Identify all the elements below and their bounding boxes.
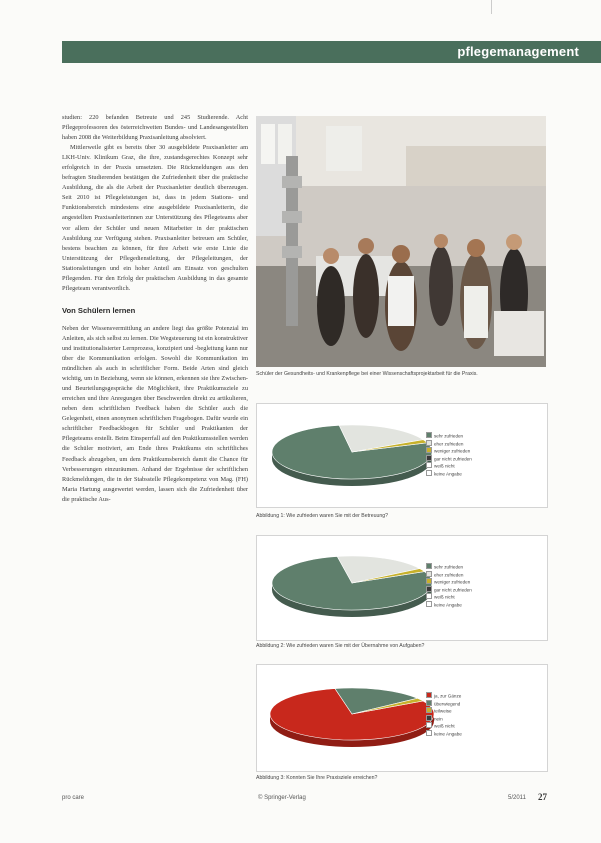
figure-3-legend [426,692,546,738]
photo-caption: Schüler der Gesundheits- und Krankenpflege bei einer Wissenschaftsprojektarbeit für die Praxis. [256,371,478,377]
legend-label: nein [434,716,443,722]
legend-swatch [426,601,432,607]
legend-label: weiß nicht [434,594,455,600]
legend-label: weiß nicht [434,463,455,469]
legend-entry [426,586,546,594]
legend-entry [426,470,546,478]
legend-swatch [426,715,432,721]
legend-entry [426,462,546,470]
legend-swatch [426,563,432,569]
legend-entry [426,593,546,601]
figure-1-legend [426,432,546,478]
legend-label: weniger zufrieden [434,579,471,585]
legend-label: teilweise [434,708,452,714]
legend-entry [426,730,546,738]
footer-issue: 5/2011 [508,795,526,801]
legend-label: weiß nicht [434,723,455,729]
article-paragraph: Mittlerweile gibt es bereits über 30 ausgebildete Praxisanleiter am LKH-Univ. Klinikum Graz, die ihre, zustandsgerechtes Konzept sehr erfolgreich in der Praxis umsetzten. Die Rückmeldungen aus den befragten Studierenden bestätigen die Zufriedenheit über die praktische Ausbildung, die als die Arbeit der Praxisanleiter deutlich überzeugen. Seit 2010 ist Pflegeleistungen ist, dass in jedem Stations- und Funktionsbereich mindestens eine ausgebildete Praxisanleiterin, die angestellten Praxisanleiterinnen zur Unterstützung des Pflegeteams aber vor allem der Schüler und neuen Mitarbeiter in der praktischen Ausbildung zur Verfügung stehen. Praxisanleiter betreuen am Schüler, bestens beachten zu können, für ihre Arbeit wie erste Linie die Unterstützung der Pflegedienstleitung, der Pflegeleitungen, der Stationsleitungen und ein hoher Anteil am Einsatz von geschulten Pflegenden. Für den Erfolg der praktischen Ausbildung in das gesamte Pflegeteam verantwortlich. [62,144,248,292]
classroom-photo-illustration [256,116,546,367]
classroom-photo [256,116,546,367]
legend-entry [426,700,546,708]
article-paragraph: Neben der Wissensvermittlung an andere liegt das größte Potenzial im Anleiten, als sich selbst zu lernen. Die Wegsteuerung ist ein konstruktiver und institutionalisierter Lernprozess, konzipiert und -begleitung kann nur über die Kommunikation erfolgen. Sowohl die Kommunikation im mündlichen als auch in schriftlicher Form. Beide Arten sind gleich wichtig, um in Beziehung, wenn sie können, erkennen sie ihre Zwischen- und Beurteilungsgespräche die Möglichkeit, ihre Praktikumsziele zu erreichen und ihre Anregungen über Beschwerden direkt zu artikulieren, neben dem schriftlichen Feedback haben die Schüler auch die Gelegenheit, einen anonymen schriftlichen Fragebogen. Dafür wurde ein schriftlicher Feedbackbogen für Schüler und Praktikanten der Pflegeteams erstellt. Beim Einsperrfall auf den Praktikumsstellen werden die Schüler motiviert, am Ende ihres Praktikums ein schriftliches Feedback abzugeben, um dem Praktikumsbereich damit die Chance für Verbesserungen einzuräumen. Anhand der Ergebnisse der schriftlichen Rückmeldungen, die in der Stabsstelle Pflegekompetenz von Mag. (FH) Maria Hartung ausgewertet werden, lassen sich die Zufriedenheit über die praktische Aus- [62,324,248,503]
legend-entry [426,692,546,700]
legend-swatch [426,447,432,453]
legend-label: gar nicht zufrieden [434,587,472,593]
section-title: pflegemanagement [457,44,579,59]
figure-1-caption: Abbildung 1: Wie zufrieden waren Sie mit der Betreuung? [256,513,389,519]
legend-label: gar nicht zufrieden [434,456,472,462]
legend-label: keine Angabe [434,471,462,477]
legend-swatch [426,730,432,736]
legend-swatch [426,470,432,476]
legend-swatch [426,593,432,599]
footer-publisher: © Springer-Verlag [258,795,306,801]
legend-entry [426,440,546,448]
crop-mark [491,0,492,14]
legend-swatch [426,692,432,698]
legend-swatch [426,462,432,468]
section-header-bar [62,41,601,63]
legend-swatch [426,455,432,461]
legend-swatch [426,432,432,438]
page-number: 27 [538,792,547,802]
legend-swatch [426,700,432,706]
legend-swatch [426,578,432,584]
legend-entry [426,601,546,609]
legend-entry [426,571,546,579]
figure-2-caption: Abbildung 2: Wie zufrieden waren Sie mit der Übernahme von Aufgaben? [256,643,425,649]
legend-label: eher zufrieden [434,572,464,578]
legend-entry [426,707,546,715]
legend-label: keine Angabe [434,602,462,608]
legend-entry [426,715,546,723]
legend-entry [426,578,546,586]
article-paragraph: studien: 220 befanden Betreute und 245 Studierende. Acht Pflegeprofessoren des österreichweiten Bundes- und Landesangestellten haben 2008 die Weiterbildung Praxisanleitung absolviert. [62,114,248,142]
legend-swatch [426,571,432,577]
legend-entry [426,722,546,730]
legend-swatch [426,722,432,728]
legend-entry [426,563,546,571]
legend-swatch [426,440,432,446]
legend-label: sehr zufrieden [434,433,464,439]
legend-label: keine Angabe [434,731,462,737]
legend-entry [426,447,546,455]
legend-label: sehr zufrieden [434,564,464,570]
footer-journal: pro care [62,795,85,801]
legend-label: ja, zur Gänze [434,693,462,699]
article-subheading: Von Schülern lernen [62,305,136,315]
figure-2-legend [426,563,546,609]
figure-3-caption: Abbildung 3: Konnten Sie Ihre Praxisziele erreichen? [256,775,378,781]
legend-label: überwiegend [434,701,461,707]
legend-swatch [426,586,432,592]
legend-entry [426,455,546,463]
legend-label: eher zufrieden [434,441,464,447]
legend-entry [426,432,546,440]
article-column [62,113,248,505]
legend-swatch [426,707,432,713]
legend-label: weniger zufrieden [434,448,471,454]
